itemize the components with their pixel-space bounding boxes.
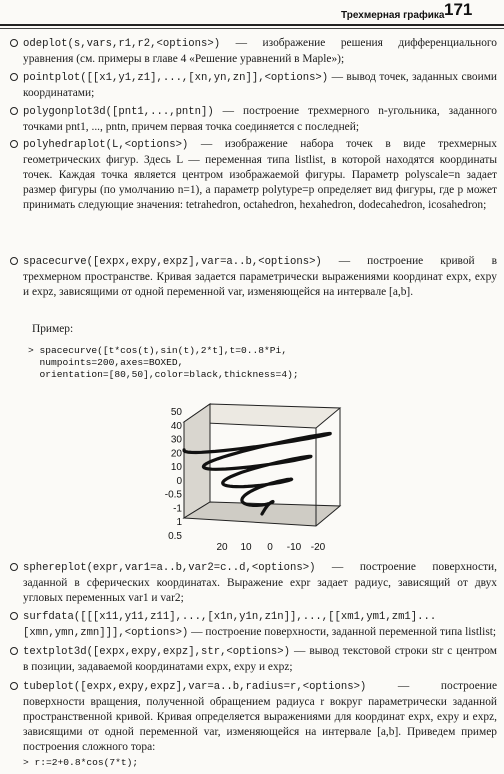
list-item-odeplot bbox=[23, 36, 497, 67]
z-tick-label: 1 bbox=[176, 517, 182, 529]
function-description: — вывод точек, заданных своими координатами; bbox=[23, 71, 497, 99]
header-rule-thin bbox=[0, 28, 504, 29]
code-line: > spacecurve([t*cos(t),sin(t),2*t],t=0..8*Pi, bbox=[28, 345, 288, 356]
header-rule bbox=[0, 24, 504, 26]
function-signature: sphereplot(expr,var1=a..b,var2=c..d,<options>) bbox=[23, 562, 316, 574]
list-item-text bbox=[23, 560, 497, 606]
z-tick-label: 0.5 bbox=[168, 531, 182, 542]
x-tick-label: -10 bbox=[286, 542, 302, 553]
bullet-icon bbox=[10, 39, 18, 47]
z-tick-label: 40 bbox=[170, 420, 182, 432]
function-signature: polyhedraplot(L,<options>) bbox=[23, 139, 189, 151]
list-item-tubeplot bbox=[23, 679, 497, 755]
bullet-icon bbox=[10, 257, 18, 265]
bullet-icon bbox=[10, 647, 18, 655]
list-item-textplot3d bbox=[23, 644, 497, 675]
list-item-pointplot bbox=[23, 70, 497, 101]
list-item-polygonplot3d bbox=[23, 104, 497, 135]
z-tick-label: 50 bbox=[170, 407, 182, 418]
spacecurve-plot bbox=[164, 402, 360, 553]
z-tick-label: 30 bbox=[170, 434, 182, 446]
bullet-icon bbox=[10, 682, 18, 690]
z-axis-ticks bbox=[165, 407, 183, 542]
function-signature: spacecurve([expx,expy,expz],var=a..b,<options>) bbox=[23, 256, 322, 268]
function-description: — изображение набора точек в виде трехмерных геометрических фигур. Здесь L — переменная типа listlist, в которой находятся координаты точек. Каждая точка является центром изображаемой фигуры. Параметр polyscale=n задает размер фигуры (по умолчанию n=1), а параметр polytype=p определяет вид фигуры, где p может принимать следующие значения: tetrahedron, octahedron, hexahedron, dodecahedron, icosahedron; bbox=[23, 138, 497, 211]
function-description: — вывод текстовой строки str с центром в позиции, задаваемой координатами expx, expy и expz; bbox=[23, 645, 497, 673]
page-number: 171 bbox=[444, 0, 473, 19]
x-tick-label: -20 bbox=[310, 542, 326, 553]
list-item-polyhedraplot bbox=[23, 137, 497, 213]
function-description: — построение поверхности, заданной переменной типа listlist; bbox=[188, 626, 497, 638]
list-item-sphereplot bbox=[23, 560, 497, 606]
list-item-spacecurve bbox=[23, 254, 497, 300]
list-item-text bbox=[23, 254, 497, 300]
function-description: — построение кривой в трехмерном пространстве. Кривая задается параметрически выражениями координат expx, expy и expz, зависящими от одной переменной var, изменяющейся на интервале [a,b]. bbox=[23, 255, 497, 298]
bullet-icon bbox=[10, 107, 18, 115]
list-item-text bbox=[23, 137, 497, 213]
example-code-block bbox=[28, 345, 299, 381]
x-tick-label: 0 bbox=[267, 542, 273, 553]
function-description: — построение трехмерного n-угольника, заданного точками pnt1, ..., pntn, причем первая точка соединяется с последней; bbox=[23, 105, 497, 133]
x-tick-label: 10 bbox=[240, 542, 252, 553]
example-label: Пример: bbox=[32, 323, 74, 335]
bullet-icon bbox=[10, 73, 18, 81]
list-item-text bbox=[23, 644, 497, 675]
list-item-text bbox=[23, 609, 497, 641]
final-code-line: > r:=2+0.8*cos(7*t); bbox=[23, 757, 139, 768]
list-item-surfdata bbox=[23, 609, 497, 641]
z-tick-label: 0 bbox=[176, 475, 182, 487]
list-item-text bbox=[23, 36, 497, 67]
function-signature: surfdata([[[x11,y11,z11],...,[x1n,y1n,z1n]],...,[[xm1,ym1,zm1]...[xmn,ymn,zmn]]],<options>) bbox=[23, 611, 437, 639]
function-signature: textplot3d([expx,expy,expz],str,<options>) bbox=[23, 646, 291, 658]
function-signature: polygonplot3d([pnt1,...,pntn]) bbox=[23, 106, 214, 118]
bullet-icon bbox=[10, 563, 18, 571]
code-line: numpoints=200,axes=BOXED, bbox=[28, 357, 184, 368]
z-tick-label: 10 bbox=[170, 462, 182, 474]
function-signature: pointplot([[x1,y1,z1],...,[xn,yn,zn]],<options>) bbox=[23, 72, 329, 84]
x-tick-label: 20 bbox=[216, 542, 228, 553]
box-left-face bbox=[184, 404, 210, 518]
list-item-text bbox=[23, 70, 497, 101]
running-title: Трехмерная графика bbox=[341, 10, 445, 21]
z-tick-label: -1 bbox=[173, 503, 182, 515]
list-item-text bbox=[23, 104, 497, 135]
bullet-icon bbox=[10, 140, 18, 148]
function-description: — изображение решения дифференциального уравнения (см. примеры в главе 4 «Решение уравнений в Maple»); bbox=[23, 37, 497, 65]
z-tick-label: 20 bbox=[170, 448, 182, 460]
function-signature: odeplot(s,vars,r1,r2,<options>) bbox=[23, 38, 221, 50]
function-description: — построение поверхности вращения, полученной обращением радиуса r вокруг параметрически заданной пространственной кривой. Кривая определяется выражениями для координат expx, expy и expz, зависящими от одной переменной var, изменяющейся на интервале [a,b]. Приведем пример построения сложного тора: bbox=[23, 680, 497, 753]
code-line: orientation=[80,50],color=black,thickness=4); bbox=[28, 369, 299, 380]
list-item-text bbox=[23, 679, 497, 755]
function-signature: tubeplot([expx,expy,expz],var=a..b,radius=r,<options>) bbox=[23, 681, 367, 693]
bullet-icon bbox=[10, 612, 18, 620]
x-axis-ticks bbox=[216, 542, 325, 553]
function-description: — построение поверхности, заданной в сферических координатах. Выражение expr задает радиус, зависящий от двух угловых переменных var1 и var2; bbox=[23, 561, 497, 604]
page-header bbox=[0, 0, 504, 30]
z-tick-label: -0.5 bbox=[164, 489, 182, 501]
